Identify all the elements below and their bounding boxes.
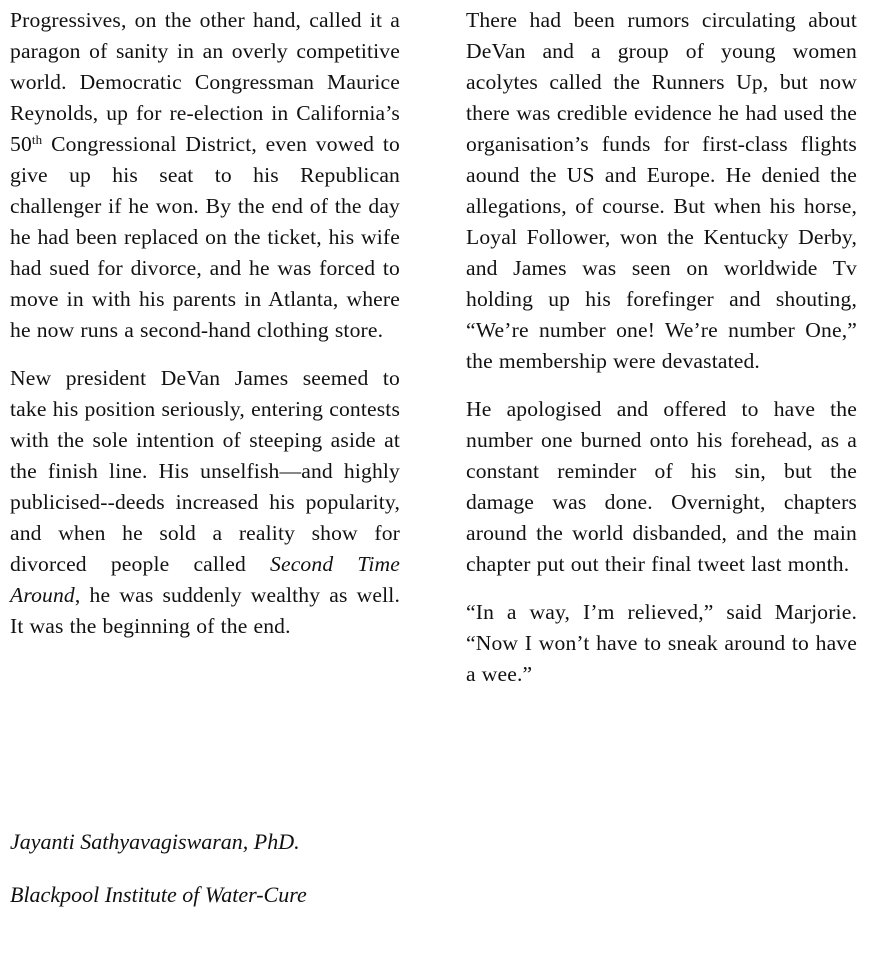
paragraph-text: New president DeVan James seemed to take his position seriously, entering contests with the sole intention of steeping aside at the finish line. His unselfish—and highly publicised--deeds increased his popularity, and when he sold a reality show for divorced people called (10, 366, 400, 576)
paragraph-rumors: There had been rumors circulating about DeVan and a group of young women acolytes called the Runners Up, but now there was credible evidence he had used the organisation’s funds for first-class flights aound the US and Europe. He denied the allegations, of course. But when his horse, Loyal Follower, won the Kentucky Derby, and James was seen on worldwide Tv holding up his forefinger and shouting, “We’re number one! We’re number One,” the membership were devastated. (466, 8, 857, 373)
left-column (10, 5, 400, 642)
paragraph-text: Congressional District, even vowed to give up his seat to his Republican challenger if he won. By the end of the day he had been replaced on the ticket, his wife had sued for divorce, and he was forced to move in with his parents in Atlanta, where he now runs a second-hand clothing store. (10, 132, 400, 342)
paragraph-progressives (10, 5, 400, 346)
paragraph-text: , he was suddenly wealthy as well. It was the beginning of the end. (10, 583, 400, 638)
right-column (466, 5, 857, 690)
superscript-ordinal: th (31, 132, 43, 147)
author-institution: Blackpool Institute of Water-Cure (10, 882, 307, 907)
paragraph-text: Progressives, on the other hand, called it a paragon of sanity in an overly competitive world. Democratic Congressman Maurice Reynolds, up for re-election in California’s 50 (10, 8, 400, 156)
paragraph-apology: He apologised and offered to have the number one burned onto his forehead, as a constant reminder of his sin, but the damage was done. Overnight, chapters around the world disbanded, and the main chapter put out their final tweet last month. (466, 397, 857, 576)
show-title: Second Time Around (10, 552, 400, 607)
paragraph-quote: “In a way, I’m relieved,” said Marjorie. “Now I won’t have to sneak around to have a wee.” (466, 600, 857, 686)
signature-block (10, 826, 307, 932)
author-name: Jayanti Sathyavagiswaran, PhD. (10, 829, 300, 854)
paragraph-new-president (10, 363, 400, 642)
